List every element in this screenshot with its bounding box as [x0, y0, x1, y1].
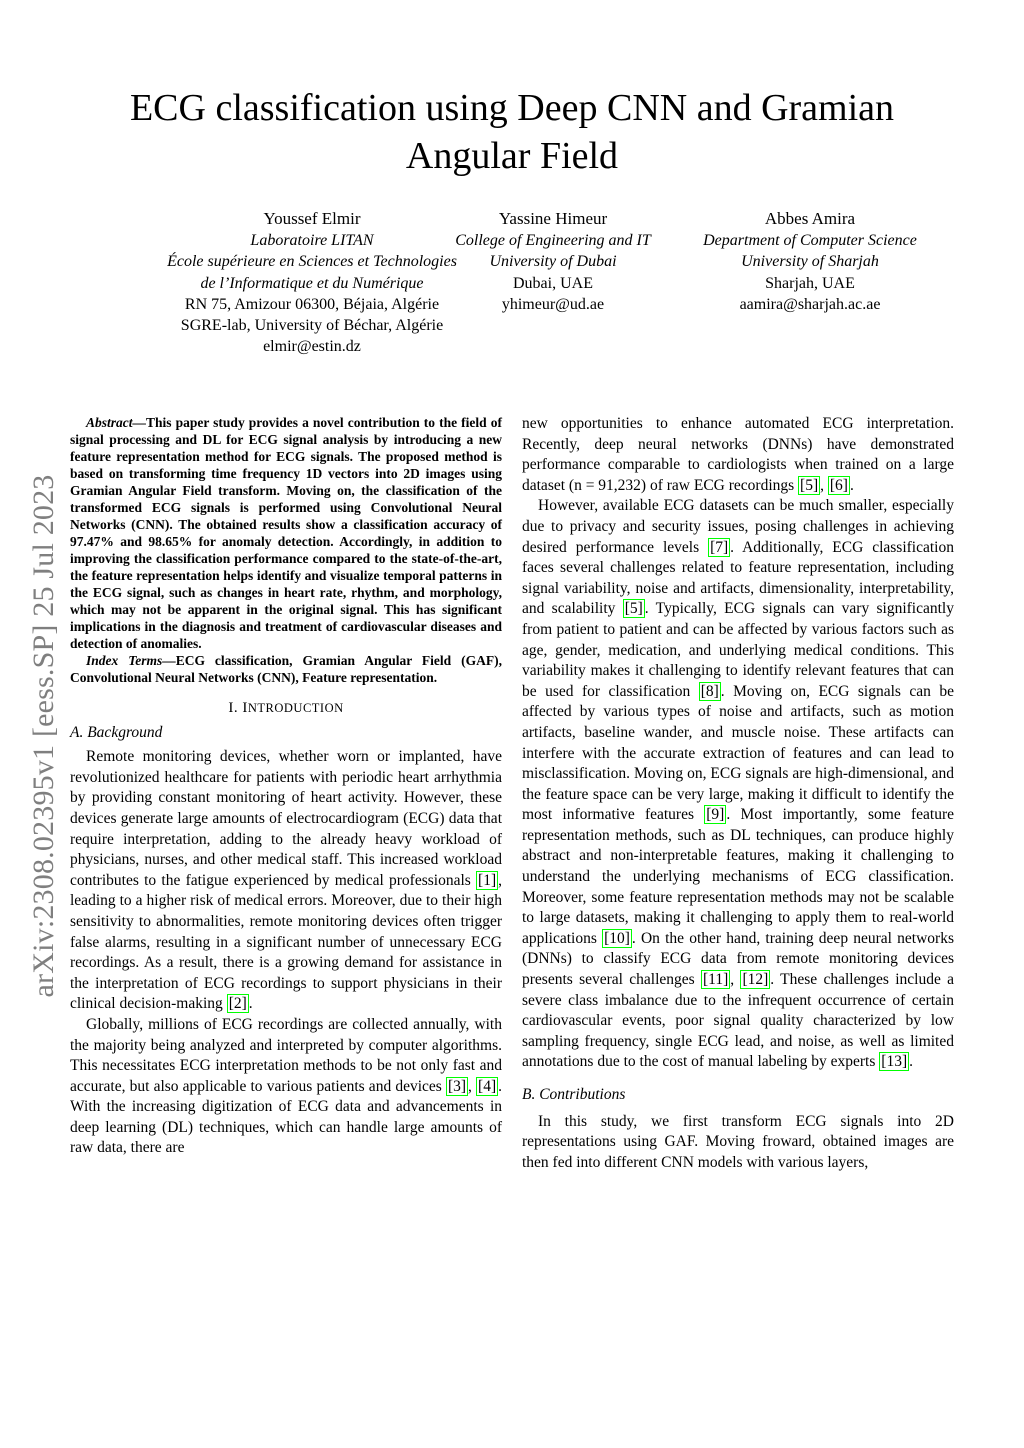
- citation-link[interactable]: [8]: [700, 682, 719, 700]
- citation-link[interactable]: [7]: [710, 538, 729, 556]
- index-terms-text: ECG classification, Gramian Angular Field (GAF), Convolutional Neural Networks (CNN), Feature representation.: [70, 653, 502, 685]
- abstract-lead: Abstract—: [86, 415, 147, 430]
- arxiv-side-label: arXiv:2308.02395v1 [eess.SP] 25 Jul 2023: [27, 474, 60, 998]
- citation-link[interactable]: [13]: [881, 1053, 908, 1071]
- author-affiliation: de l’Informatique et du Numérique: [200, 274, 424, 292]
- author-affiliation: Department of Computer Science: [703, 232, 917, 249]
- paragraph: new opportunities to enhance automated ECG interpretation. Recently, deep neural networks (DNNs) have demonstrated performance comparable to cardiologists when trained on a large dataset (n = 91,232) of raw ECG recordings [5] , [6] .: [522, 415, 954, 494]
- author-block-3: [680, 208, 940, 315]
- author-email: elmir@estin.dz: [263, 338, 361, 356]
- index-terms: [70, 652, 502, 686]
- author-email: aamira@sharjah.ac.ae: [739, 295, 881, 313]
- citation-link[interactable]: [5]: [624, 600, 643, 618]
- author-affiliation: École supérieure en Sciences et Technologies: [167, 253, 457, 271]
- paper-title: ECG classification using Deep CNN and Gramian Angular Field: [129, 87, 895, 177]
- abstract: [70, 414, 502, 652]
- citation-link[interactable]: [10]: [604, 929, 630, 947]
- citation-link[interactable]: [3]: [447, 1077, 467, 1095]
- subsection-contributions: B. Contributions: [522, 1086, 626, 1103]
- author-affiliation: University of Dubai: [489, 253, 617, 271]
- section-heading-introduction: I. INTRODUCTION: [228, 700, 344, 716]
- paragraph: However, available ECG datasets can be much smaller, especially due to privacy and security issues, posing challenges in achieving desired performance levels [7] . Additionally, ECG classification faces several challenges related to feature representation, including signal variability, noise and artifacts, dimensionality, interpretability, and scalability [5] . Typically, ECG signals can vary significantly from patient to patient and can be affected by various factors such as age, gender, medication, and underlying medical conditions. This variability makes it challenging to identify relevant features that can be used for classification [8] . Moving on, ECG signals can be affected by various types of noise and artifacts, such as motion artifacts, baseline wander, and muscle noise. These artifacts can interfere with the accurate extraction of features and can lead to misclassification. Moving on, ECG signals are high-dimensional, and the feature space can be very large, making it difficult to identify the most informative features [9] . Most importantly, some feature representation methods, such as DL techniques, can produce highly abstract and non-interpretable features, making it challenging to understand the underlying mechanisms of ECG classification. Moreover, some feature representation methods may not be scalable to large datasets, making it challenging to apply them to real-world applications [10] . On the other hand, training deep neural networks (DNNs) to classify ECG data from remote monitoring devices presents several challenges [11] , [12] . These challenges include a severe class imbalance due to the infrequent occurrence of certain cardiovascular events, poor signal quality characterized by low sampling frequency, single ECG lead, and noise, as well as limited annotations due to the cost of manual labeling by experts [13] .: [522, 497, 955, 1071]
- author-name: Youssef Elmir: [263, 209, 361, 228]
- author-affiliation: Laboratoire LITAN: [250, 232, 374, 249]
- author-affiliation: University of Sharjah: [741, 253, 879, 271]
- author-affiliation: College of Engineering and IT: [455, 232, 651, 249]
- subsection-background: A. Background: [70, 723, 163, 741]
- author-address: RN 75, Amizour 06300, Béjaia, Algérie: [184, 295, 440, 313]
- author-address: SGRE-lab, University of Béchar, Algérie: [180, 317, 444, 335]
- paragraph: In this study, we first transform ECG signals into 2D representations using GAF. Moving froward, obtained images are then fed into different CNN models with various layers,: [522, 1112, 954, 1171]
- author-name: Abbes Amira: [764, 209, 856, 228]
- abstract-text: This paper study provides a novel contribution to the field of signal processing and DL for ECG signal analysis by introducing a new feature representation method for ECG signals. The proposed method is based on transforming time frequency 1D vectors into 2D images using Gramian Angular Field transform. Moving on, the classification of the transformed ECG signals is performed using Convolutional Neural Networks (CNN). The obtained results show a classification accuracy of 97.47% and 98.65% for anomaly detection. Accordingly, in addition to improving the classification performance compared to the state-of-the-art, the feature representation helps identify and visualize temporal patterns in the ECG signal, such as changes in heart rate, rhythm, and morphology, which may not be apparent in the original signal. This has significant implications in the diagnosis and treatment of cardiovascular diseases and detection of anomalies.: [70, 415, 502, 651]
- citation-link[interactable]: [9]: [706, 806, 725, 824]
- paragraph: Globally, millions of ECG recordings are collected annually, with the majority being analyzed and interpreted by computer algorithms. This necessitates ECG interpretation methods to be not only fast and accurate, but also applicable to various patients and devices [3] , [4] . With the increasing digitization of ECG data and advancements in deep learning (DL) techniques, which can handle large amounts of raw data, there are: [70, 1015, 502, 1157]
- author-address: Sharjah, UAE: [765, 274, 855, 292]
- paragraph: Remote monitoring devices, whether worn or implanted, have revolutionized healthcare for patients with periodic heart arrhythmia by providing constant monitoring of heart activity. However, these devices generate large amounts of electrocardiogram (ECG) data that require interpretation, adding to the already heavy workload of physicians, nurses, and other medical staff. This increased workload contributes to the fatigue experienced by medical professionals [1] , leading to a higher risk of medical errors. Moreover, due to their high sensitivity to abnormalities, remote monitoring devices often trigger false alarms, resulting in a significant number of unnecessary ECG recordings. As a result, there is a growing demand for assistance in the interpretation of ECG recordings to support physicians in their clinical decision-making [2] .: [70, 748, 502, 1013]
- citation-link[interactable]: [4]: [478, 1077, 497, 1095]
- author-name: Yassine Himeur: [498, 209, 608, 228]
- author-email: yhimeur@ud.ae: [501, 295, 605, 313]
- right-column: [522, 414, 954, 1173]
- citation-link[interactable]: [1]: [478, 871, 497, 889]
- author-address: Dubai, UAE: [513, 274, 593, 292]
- left-column: [70, 414, 502, 1159]
- citation-link[interactable]: [11]: [703, 971, 729, 989]
- citation-link[interactable]: [5]: [800, 476, 819, 494]
- citation-link[interactable]: [12]: [742, 971, 769, 989]
- citation-link[interactable]: [6]: [829, 476, 848, 494]
- citation-link[interactable]: [2]: [228, 995, 247, 1013]
- index-terms-lead: Index Terms—: [86, 653, 176, 668]
- author-block-2: [428, 208, 678, 315]
